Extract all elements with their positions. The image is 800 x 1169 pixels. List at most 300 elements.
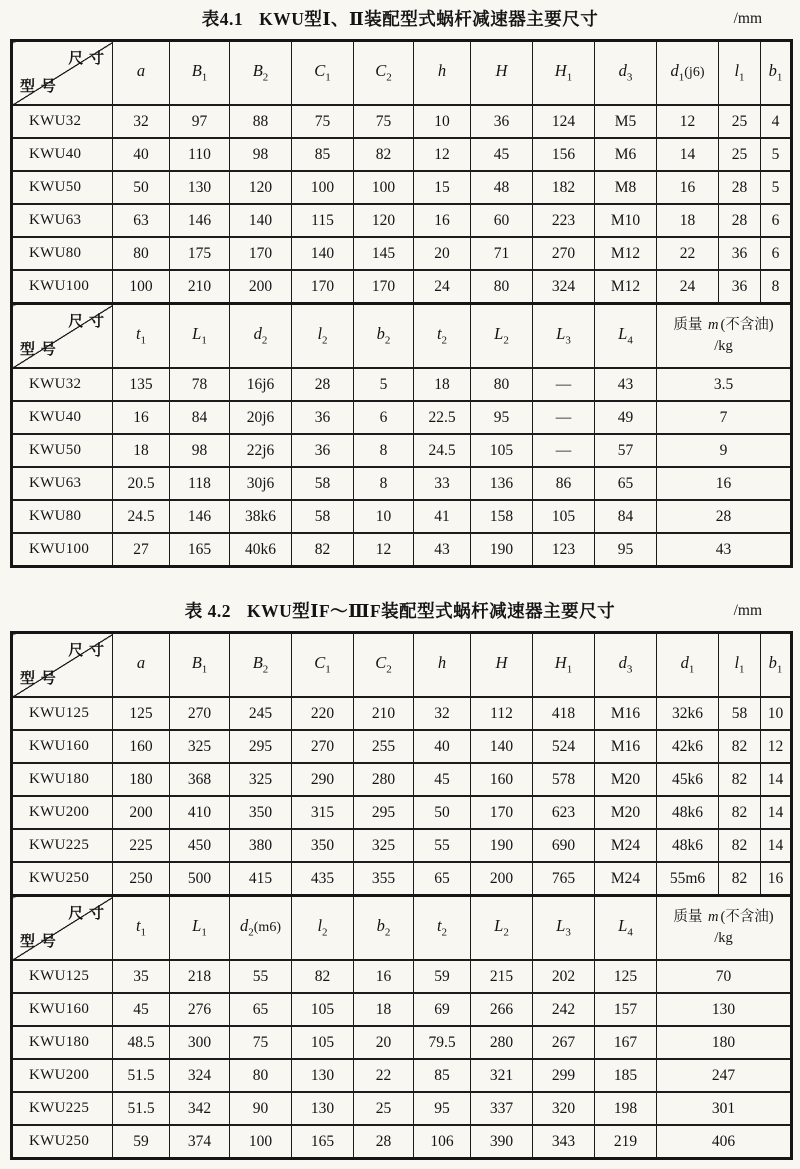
cell: 343 — [533, 1125, 595, 1159]
cell: 130 — [292, 1059, 354, 1092]
col-header — [170, 41, 230, 106]
cell: 180 — [113, 763, 170, 796]
cell: 390 — [471, 1125, 533, 1159]
col-header — [471, 304, 533, 369]
cell: 55 — [230, 960, 292, 993]
dim-subscript: 1 — [739, 663, 745, 676]
dim-symbol: t — [135, 324, 141, 344]
cell: 80 — [230, 1059, 292, 1092]
cell: — — [533, 368, 595, 401]
cell: — — [533, 401, 595, 434]
dim-symbol: t — [436, 324, 442, 344]
cell: 5 — [354, 368, 414, 401]
dim-subscript: 3 — [626, 663, 633, 676]
col-header — [595, 896, 657, 961]
cell: 90 — [230, 1092, 292, 1125]
cell: 100 — [230, 1125, 292, 1159]
cell: 110 — [170, 138, 230, 171]
cell: 175 — [170, 237, 230, 270]
col-header — [354, 896, 414, 961]
cell: 42k6 — [657, 730, 719, 763]
cell: 60 — [471, 204, 533, 237]
dim-subscript: 2 — [386, 663, 392, 676]
cell: M20 — [595, 763, 657, 796]
cell: 24 — [657, 270, 719, 304]
cell: 48 — [471, 171, 533, 204]
dim-symbol: d — [253, 324, 262, 344]
cell: 765 — [533, 862, 595, 896]
dim-subscript: 3 — [565, 334, 571, 347]
dim-suffix: (j6) — [684, 65, 705, 81]
table-row — [12, 993, 792, 1026]
cell: 59 — [414, 960, 471, 993]
cell: 30j6 — [230, 467, 292, 500]
cell: 58 — [719, 697, 761, 730]
cell: 280 — [471, 1026, 533, 1059]
mass-note: (不含油) — [720, 908, 774, 925]
col-header — [595, 633, 657, 698]
table-row — [12, 368, 792, 401]
cell: 170 — [292, 270, 354, 304]
col-header — [230, 633, 292, 698]
dim-subscript: 1 — [201, 71, 208, 84]
col-header — [533, 41, 595, 106]
cell: 146 — [170, 500, 230, 533]
table-row — [12, 467, 792, 500]
cell: 45k6 — [657, 763, 719, 796]
dim-symbol: L — [556, 324, 566, 344]
dim-subscript: 1 — [566, 71, 573, 84]
table-row — [12, 533, 792, 567]
cell: 120 — [354, 204, 414, 237]
table-row — [12, 730, 792, 763]
cell: 8 — [761, 270, 792, 304]
cell: 112 — [471, 697, 533, 730]
cell: 95 — [595, 533, 657, 567]
cell: 45 — [113, 993, 170, 1026]
cell: 200 — [471, 862, 533, 896]
dim-symbol: d — [670, 61, 679, 81]
dim-subscript: 1 — [201, 926, 207, 939]
cell: 24 — [414, 270, 471, 304]
dim-symbol: d — [618, 61, 627, 81]
cell: 28 — [719, 204, 761, 237]
mass-label: 质量 — [673, 908, 706, 925]
cell: 415 — [230, 862, 292, 896]
cell: 48k6 — [657, 829, 719, 862]
cell: 225 — [113, 829, 170, 862]
cell: M24 — [595, 862, 657, 896]
cell: 242 — [533, 993, 595, 1026]
cell: 18 — [113, 434, 170, 467]
dim-subscript: 3 — [565, 926, 571, 939]
table-4-1-block — [10, 6, 790, 568]
cell: 28 — [354, 1125, 414, 1159]
header-row — [12, 304, 792, 369]
cell: 58 — [292, 467, 354, 500]
dim-suffix: (m6) — [253, 920, 281, 936]
mass-symbol: m — [707, 908, 719, 925]
cell: 82 — [719, 829, 761, 862]
col-header — [113, 304, 170, 369]
cell: 130 — [170, 171, 230, 204]
row-model: KWU250 — [12, 862, 113, 896]
corner-header-cell — [12, 304, 113, 369]
cell: 22.5 — [414, 401, 471, 434]
cell: 80 — [471, 368, 533, 401]
cell: 38k6 — [230, 500, 292, 533]
cell: 198 — [595, 1092, 657, 1125]
corner-header-cell — [12, 41, 113, 106]
table-row — [12, 796, 792, 829]
header-row — [12, 633, 792, 698]
cell: 300 — [170, 1026, 230, 1059]
row-model: KWU32 — [12, 368, 113, 401]
cell: 105 — [471, 434, 533, 467]
row-model: KWU40 — [12, 138, 113, 171]
cell: 106 — [414, 1125, 471, 1159]
table-title-row — [10, 6, 790, 32]
cell: 320 — [533, 1092, 595, 1125]
cell: 170 — [230, 237, 292, 270]
dim-subscript: 2 — [384, 926, 391, 939]
cell: 12 — [761, 730, 792, 763]
cell: 36 — [719, 270, 761, 304]
cell: 342 — [170, 1092, 230, 1125]
cell: 6 — [354, 401, 414, 434]
col-header — [230, 896, 292, 961]
dim-symbol: H — [554, 61, 567, 81]
dim-symbol: h — [437, 61, 447, 81]
dim-symbol: B — [191, 61, 202, 81]
cell: 115 — [292, 204, 354, 237]
cell: 20.5 — [113, 467, 170, 500]
col-header — [719, 41, 761, 106]
cell: 690 — [533, 829, 595, 862]
cell: 170 — [354, 270, 414, 304]
mass-note: (不含油) — [720, 316, 774, 333]
cell: 324 — [170, 1059, 230, 1092]
cell: 218 — [170, 960, 230, 993]
cell: 24.5 — [113, 500, 170, 533]
cell: 368 — [170, 763, 230, 796]
dim-symbol: C — [375, 61, 387, 81]
dim-symbol: L — [556, 916, 566, 936]
dim-symbol: B — [191, 653, 202, 673]
cell: 5 — [761, 171, 792, 204]
cell: 80 — [471, 270, 533, 304]
col-header — [170, 896, 230, 961]
cell: 270 — [533, 237, 595, 270]
cell: 15 — [414, 171, 471, 204]
cell: 70 — [657, 960, 792, 993]
row-model: KWU40 — [12, 401, 113, 434]
col-header — [761, 41, 792, 106]
cell: 118 — [170, 467, 230, 500]
cell: 623 — [533, 796, 595, 829]
cell: 27 — [113, 533, 170, 567]
dim-symbol: C — [314, 61, 326, 81]
cell: 18 — [657, 204, 719, 237]
cell: 75 — [230, 1026, 292, 1059]
unit-label: /mm — [733, 10, 762, 27]
table-row — [12, 1059, 792, 1092]
cell: 82 — [719, 862, 761, 896]
cell: 156 — [533, 138, 595, 171]
cell: 98 — [170, 434, 230, 467]
cell: 82 — [354, 138, 414, 171]
cell: 10 — [761, 697, 792, 730]
col-header — [354, 633, 414, 698]
cell: 69 — [414, 993, 471, 1026]
cell: 140 — [471, 730, 533, 763]
dim-subscript: 4 — [627, 334, 633, 347]
cell: 160 — [113, 730, 170, 763]
cell: 84 — [170, 401, 230, 434]
cell: 4 — [761, 105, 792, 138]
table-row — [12, 237, 792, 270]
cell: 105 — [292, 1026, 354, 1059]
cell: — — [533, 434, 595, 467]
dim-subscript: 2 — [322, 926, 328, 939]
cell: 105 — [533, 500, 595, 533]
table-row — [12, 434, 792, 467]
cell: 140 — [230, 204, 292, 237]
mass-header-unit: /kg — [714, 929, 733, 946]
dim-symbol: C — [375, 653, 387, 673]
row-model: KWU200 — [12, 1059, 113, 1092]
corner-label-model: 型 号 — [20, 341, 57, 358]
cell: 36 — [292, 434, 354, 467]
cell: 5 — [761, 138, 792, 171]
cell: 185 — [595, 1059, 657, 1092]
table-4-2-block — [10, 598, 790, 1160]
row-model: KWU80 — [12, 500, 113, 533]
cell: 100 — [113, 270, 170, 304]
table-row — [12, 270, 792, 304]
cell: 6 — [761, 237, 792, 270]
cell: 75 — [354, 105, 414, 138]
table-title-row — [10, 598, 790, 624]
col-header — [761, 633, 792, 698]
cell: 18 — [354, 993, 414, 1026]
cell: 28 — [719, 171, 761, 204]
cell: M10 — [595, 204, 657, 237]
dimension-table — [10, 631, 793, 1160]
col-header — [170, 633, 230, 698]
cell: 190 — [471, 829, 533, 862]
col-header — [292, 633, 354, 698]
cell: 124 — [533, 105, 595, 138]
cell: 215 — [471, 960, 533, 993]
cell: 255 — [354, 730, 414, 763]
mass-symbol: m — [707, 316, 719, 333]
mass-label: 质量 — [673, 316, 706, 333]
cell: 202 — [533, 960, 595, 993]
col-header — [113, 633, 170, 698]
row-model: KWU125 — [12, 697, 113, 730]
dim-symbol: b — [376, 324, 385, 344]
cell: 79.5 — [414, 1026, 471, 1059]
dim-subscript: 1 — [140, 926, 147, 939]
row-model: KWU250 — [12, 1125, 113, 1159]
dim-subscript: 1 — [688, 663, 695, 676]
cell: 158 — [471, 500, 533, 533]
cell: 270 — [170, 697, 230, 730]
cell: M5 — [595, 105, 657, 138]
dim-symbol: l — [317, 324, 323, 344]
table-row — [12, 138, 792, 171]
cell: 145 — [354, 237, 414, 270]
table-number: 表 4.2 — [184, 601, 232, 621]
col-header — [657, 41, 719, 106]
dim-symbol: l — [734, 653, 740, 673]
cell: 84 — [595, 500, 657, 533]
cell: 82 — [292, 960, 354, 993]
cell: 36 — [471, 105, 533, 138]
cell: 75 — [292, 105, 354, 138]
col-header — [292, 896, 354, 961]
cell: 125 — [113, 697, 170, 730]
cell: 25 — [354, 1092, 414, 1125]
dim-subscript: 1 — [201, 334, 207, 347]
cell: 14 — [761, 763, 792, 796]
cell: 170 — [471, 796, 533, 829]
cell: 418 — [533, 697, 595, 730]
cell: 85 — [292, 138, 354, 171]
dim-symbol: L — [618, 916, 628, 936]
cell: 57 — [595, 434, 657, 467]
cell: 16 — [657, 467, 792, 500]
cell: 406 — [657, 1125, 792, 1159]
dim-symbol: h — [437, 653, 447, 673]
cell: 130 — [657, 993, 792, 1026]
cell: 10 — [354, 500, 414, 533]
dim-subscript: 1 — [325, 663, 331, 676]
col-header — [230, 41, 292, 106]
cell: 167 — [595, 1026, 657, 1059]
col-header — [414, 633, 471, 698]
section-2 — [12, 304, 792, 567]
cell: 8 — [354, 434, 414, 467]
cell: 25 — [719, 105, 761, 138]
mass-header-line1 — [657, 316, 790, 336]
dim-symbol: L — [494, 916, 504, 936]
unit-label: /mm — [733, 602, 762, 619]
cell: 20j6 — [230, 401, 292, 434]
corner-label-dimension: 尺 寸 — [68, 314, 105, 330]
cell: 32 — [414, 697, 471, 730]
table-number: 表4.1 — [201, 9, 244, 29]
dim-subscript: 2 — [248, 926, 254, 939]
cell: 295 — [354, 796, 414, 829]
cell: 40 — [414, 730, 471, 763]
cell: 78 — [170, 368, 230, 401]
cell: 55 — [414, 829, 471, 862]
dim-subscript: 2 — [261, 334, 268, 347]
cell: M12 — [595, 237, 657, 270]
dim-symbol: L — [192, 324, 202, 344]
dim-symbol: C — [314, 653, 326, 673]
cell: 40 — [113, 138, 170, 171]
cell: 33 — [414, 467, 471, 500]
tables-root — [10, 6, 790, 1160]
col-header — [230, 304, 292, 369]
cell: 16 — [113, 401, 170, 434]
cell: 295 — [230, 730, 292, 763]
mass-header-cell — [657, 304, 792, 369]
cell: 82 — [719, 796, 761, 829]
table-row — [12, 401, 792, 434]
cell: 24.5 — [414, 434, 471, 467]
cell: 12 — [414, 138, 471, 171]
cell: 182 — [533, 171, 595, 204]
dim-subscript: 2 — [384, 334, 391, 347]
cell: 337 — [471, 1092, 533, 1125]
row-model: KWU100 — [12, 270, 113, 304]
corner-label-model: 型 号 — [20, 670, 57, 687]
dim-subscript: 1 — [678, 71, 685, 84]
cell: 140 — [292, 237, 354, 270]
cell: 165 — [170, 533, 230, 567]
cell: 105 — [292, 993, 354, 1026]
cell: 32 — [113, 105, 170, 138]
row-model: KWU80 — [12, 237, 113, 270]
mass-header-line1 — [657, 908, 790, 928]
dimension-table — [10, 39, 793, 568]
dim-symbol: L — [618, 324, 628, 344]
cell: 160 — [471, 763, 533, 796]
cell: 125 — [595, 960, 657, 993]
cell: 6 — [761, 204, 792, 237]
dim-subscript: 3 — [626, 71, 633, 84]
table-row — [12, 1125, 792, 1159]
cell: 28 — [657, 500, 792, 533]
cell: 82 — [719, 730, 761, 763]
row-model: KWU225 — [12, 829, 113, 862]
section-2 — [12, 896, 792, 1159]
cell: 324 — [533, 270, 595, 304]
row-model: KWU180 — [12, 1026, 113, 1059]
dim-symbol: B — [252, 653, 263, 673]
col-header — [414, 896, 471, 961]
cell: 210 — [354, 697, 414, 730]
cell: 22 — [354, 1059, 414, 1092]
section-1 — [12, 41, 792, 304]
cell: 219 — [595, 1125, 657, 1159]
cell: 22j6 — [230, 434, 292, 467]
col-header — [471, 896, 533, 961]
cell: 435 — [292, 862, 354, 896]
dim-symbol: b — [768, 653, 777, 673]
dim-symbol: l — [317, 916, 323, 936]
corner-header-cell — [12, 633, 113, 698]
cell: 50 — [414, 796, 471, 829]
cell: 524 — [533, 730, 595, 763]
cell: 41 — [414, 500, 471, 533]
header-row — [12, 896, 792, 961]
dim-symbol: b — [376, 916, 385, 936]
table-row — [12, 763, 792, 796]
dim-subscript: 2 — [503, 926, 509, 939]
cell: 299 — [533, 1059, 595, 1092]
table-row — [12, 171, 792, 204]
cell: 48k6 — [657, 796, 719, 829]
cell: 55m6 — [657, 862, 719, 896]
dim-subscript: 2 — [262, 71, 269, 84]
dim-symbol: H — [554, 653, 567, 673]
cell: 9 — [657, 434, 792, 467]
